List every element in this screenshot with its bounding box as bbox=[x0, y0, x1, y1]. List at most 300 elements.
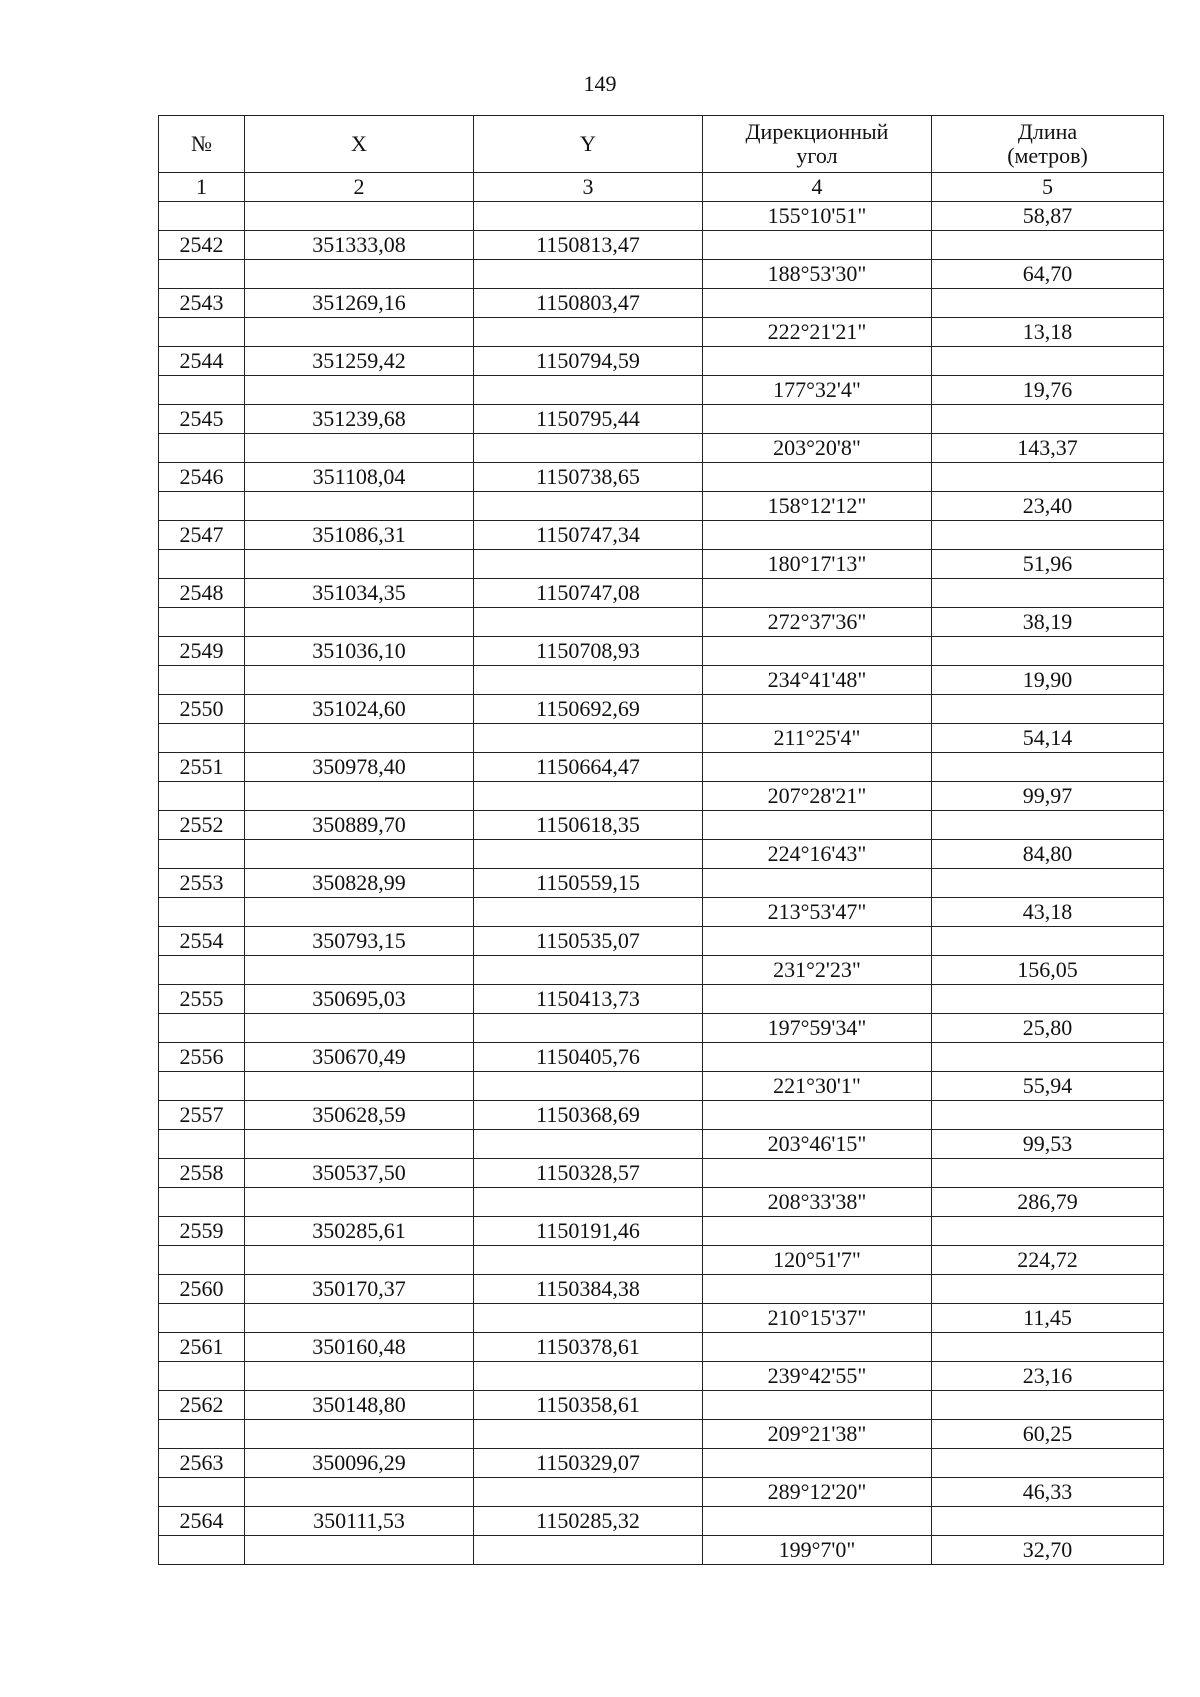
cell-x bbox=[245, 724, 474, 753]
cell-point-number bbox=[159, 1130, 245, 1159]
cell-direction-angle: 224°16'43" bbox=[703, 840, 932, 869]
cell-point-number bbox=[159, 898, 245, 927]
cell-y bbox=[474, 956, 703, 985]
cell-y: 1150794,59 bbox=[474, 347, 703, 376]
table-row bbox=[159, 695, 1164, 724]
cell-point-number: 2554 bbox=[159, 927, 245, 956]
cell-direction-angle bbox=[703, 289, 932, 318]
table-row bbox=[159, 1159, 1164, 1188]
cell-direction-angle bbox=[703, 463, 932, 492]
cell-direction-angle: 289°12'20" bbox=[703, 1478, 932, 1507]
header-y bbox=[474, 116, 703, 173]
cell-direction-angle: 239°42'55" bbox=[703, 1362, 932, 1391]
cell-length: 38,19 bbox=[932, 608, 1164, 637]
cell-point-number bbox=[159, 1014, 245, 1043]
cell-length bbox=[932, 521, 1164, 550]
cell-direction-angle bbox=[703, 1333, 932, 1362]
table-row bbox=[159, 869, 1164, 898]
cell-point-number bbox=[159, 956, 245, 985]
header-row bbox=[159, 116, 1164, 173]
cell-point-number bbox=[159, 608, 245, 637]
table-body bbox=[159, 202, 1164, 1565]
table-row bbox=[159, 608, 1164, 637]
page-number: 149 bbox=[583, 71, 617, 96]
table-row bbox=[159, 550, 1164, 579]
cell-length: 99,53 bbox=[932, 1130, 1164, 1159]
cell-direction-angle: 199°7'0" bbox=[703, 1536, 932, 1565]
cell-direction-angle: 180°17'13" bbox=[703, 550, 932, 579]
cell-x: 351034,35 bbox=[245, 579, 474, 608]
cell-y: 1150378,61 bbox=[474, 1333, 703, 1362]
cell-y bbox=[474, 376, 703, 405]
table-row bbox=[159, 927, 1164, 956]
cell-x bbox=[245, 550, 474, 579]
cell-length bbox=[932, 1159, 1164, 1188]
cell-direction-angle bbox=[703, 811, 932, 840]
cell-y bbox=[474, 782, 703, 811]
cell-x bbox=[245, 840, 474, 869]
cell-length bbox=[932, 1391, 1164, 1420]
cell-direction-angle bbox=[703, 1507, 932, 1536]
cell-point-number: 2553 bbox=[159, 869, 245, 898]
cell-y: 1150405,76 bbox=[474, 1043, 703, 1072]
cell-length: 143,37 bbox=[932, 434, 1164, 463]
cell-y: 1150618,35 bbox=[474, 811, 703, 840]
cell-x bbox=[245, 1362, 474, 1391]
cell-y: 1150664,47 bbox=[474, 753, 703, 782]
cell-x: 351269,16 bbox=[245, 289, 474, 318]
cell-point-number: 2557 bbox=[159, 1101, 245, 1130]
cell-length bbox=[932, 985, 1164, 1014]
cell-point-number: 2551 bbox=[159, 753, 245, 782]
cell-length: 54,14 bbox=[932, 724, 1164, 753]
header-length-line1: Длина bbox=[1017, 119, 1078, 144]
cell-point-number: 2560 bbox=[159, 1275, 245, 1304]
cell-x bbox=[245, 1014, 474, 1043]
cell-direction-angle: 213°53'47" bbox=[703, 898, 932, 927]
cell-x bbox=[245, 318, 474, 347]
cell-y: 1150384,38 bbox=[474, 1275, 703, 1304]
cell-y bbox=[474, 1246, 703, 1275]
header-number bbox=[159, 116, 245, 173]
cell-y bbox=[474, 1420, 703, 1449]
cell-length bbox=[932, 1449, 1164, 1478]
cell-point-number: 2543 bbox=[159, 289, 245, 318]
cell-direction-angle bbox=[703, 1159, 932, 1188]
cell-direction-angle: 203°20'8" bbox=[703, 434, 932, 463]
cell-direction-angle bbox=[703, 927, 932, 956]
cell-point-number: 2550 bbox=[159, 695, 245, 724]
cell-point-number bbox=[159, 550, 245, 579]
cell-x: 351086,31 bbox=[245, 521, 474, 550]
cell-length: 25,80 bbox=[932, 1014, 1164, 1043]
cell-length bbox=[932, 753, 1164, 782]
cell-point-number bbox=[159, 202, 245, 231]
table-row bbox=[159, 1217, 1164, 1246]
cell-length: 11,45 bbox=[932, 1304, 1164, 1333]
column-number: 4 bbox=[703, 173, 932, 202]
cell-y: 1150738,65 bbox=[474, 463, 703, 492]
cell-y: 1150368,69 bbox=[474, 1101, 703, 1130]
cell-direction-angle: 231°2'23" bbox=[703, 956, 932, 985]
cell-length: 156,05 bbox=[932, 956, 1164, 985]
cell-length bbox=[932, 1043, 1164, 1072]
cell-y bbox=[474, 1478, 703, 1507]
cell-x bbox=[245, 782, 474, 811]
header-direction-angle bbox=[703, 116, 932, 173]
cell-y bbox=[474, 1188, 703, 1217]
column-number: 3 bbox=[474, 173, 703, 202]
cell-point-number bbox=[159, 1362, 245, 1391]
table-row bbox=[159, 724, 1164, 753]
cell-y bbox=[474, 1536, 703, 1565]
cell-direction-angle: 222°21'21" bbox=[703, 318, 932, 347]
table-row bbox=[159, 1101, 1164, 1130]
cell-length: 43,18 bbox=[932, 898, 1164, 927]
table-row bbox=[159, 1333, 1164, 1362]
cell-length bbox=[932, 579, 1164, 608]
cell-point-number bbox=[159, 434, 245, 463]
table-row bbox=[159, 811, 1164, 840]
cell-point-number: 2563 bbox=[159, 1449, 245, 1478]
cell-direction-angle bbox=[703, 637, 932, 666]
table-row bbox=[159, 260, 1164, 289]
cell-y: 1150328,57 bbox=[474, 1159, 703, 1188]
table-row bbox=[159, 579, 1164, 608]
cell-x bbox=[245, 1304, 474, 1333]
cell-y: 1150191,46 bbox=[474, 1217, 703, 1246]
cell-length: 19,76 bbox=[932, 376, 1164, 405]
cell-length bbox=[932, 869, 1164, 898]
cell-x: 350111,53 bbox=[245, 1507, 474, 1536]
cell-x bbox=[245, 1478, 474, 1507]
cell-direction-angle: 120°51'7" bbox=[703, 1246, 932, 1275]
table-row bbox=[159, 1362, 1164, 1391]
cell-y bbox=[474, 260, 703, 289]
cell-length: 51,96 bbox=[932, 550, 1164, 579]
cell-point-number bbox=[159, 782, 245, 811]
cell-point-number: 2549 bbox=[159, 637, 245, 666]
table-row bbox=[159, 782, 1164, 811]
cell-x: 350695,03 bbox=[245, 985, 474, 1014]
cell-point-number: 2556 bbox=[159, 1043, 245, 1072]
column-number: 2 bbox=[245, 173, 474, 202]
cell-x: 350160,48 bbox=[245, 1333, 474, 1362]
cell-direction-angle: 197°59'34" bbox=[703, 1014, 932, 1043]
cell-x: 350828,99 bbox=[245, 869, 474, 898]
header-direction-angle-line2: угол bbox=[796, 143, 838, 168]
cell-length: 55,94 bbox=[932, 1072, 1164, 1101]
table-row bbox=[159, 753, 1164, 782]
cell-y bbox=[474, 550, 703, 579]
cell-length bbox=[932, 927, 1164, 956]
cell-point-number bbox=[159, 666, 245, 695]
cell-length bbox=[932, 1507, 1164, 1536]
cell-direction-angle bbox=[703, 405, 932, 434]
cell-x: 351108,04 bbox=[245, 463, 474, 492]
cell-x bbox=[245, 1246, 474, 1275]
table-row bbox=[159, 1275, 1164, 1304]
cell-direction-angle bbox=[703, 695, 932, 724]
cell-point-number bbox=[159, 1246, 245, 1275]
cell-direction-angle bbox=[703, 347, 932, 376]
cell-direction-angle bbox=[703, 753, 932, 782]
cell-length: 46,33 bbox=[932, 1478, 1164, 1507]
header-number-label: № bbox=[191, 131, 212, 156]
cell-x bbox=[245, 1420, 474, 1449]
cell-x: 350628,59 bbox=[245, 1101, 474, 1130]
table-row bbox=[159, 1449, 1164, 1478]
cell-y bbox=[474, 898, 703, 927]
cell-y: 1150795,44 bbox=[474, 405, 703, 434]
cell-x: 351036,10 bbox=[245, 637, 474, 666]
cell-y bbox=[474, 202, 703, 231]
cell-direction-angle bbox=[703, 1449, 932, 1478]
table-row bbox=[159, 637, 1164, 666]
cell-x: 351239,68 bbox=[245, 405, 474, 434]
cell-direction-angle: 234°41'48" bbox=[703, 666, 932, 695]
cell-point-number bbox=[159, 1304, 245, 1333]
cell-point-number bbox=[159, 260, 245, 289]
table-row bbox=[159, 1246, 1164, 1275]
cell-x: 350793,15 bbox=[245, 927, 474, 956]
table-row bbox=[159, 318, 1164, 347]
cell-y bbox=[474, 1304, 703, 1333]
cell-x: 350670,49 bbox=[245, 1043, 474, 1072]
header-y-label: Y bbox=[580, 131, 596, 156]
cell-y: 1150747,34 bbox=[474, 521, 703, 550]
cell-x: 350537,50 bbox=[245, 1159, 474, 1188]
cell-length: 19,90 bbox=[932, 666, 1164, 695]
table-row bbox=[159, 202, 1164, 231]
cell-x bbox=[245, 1130, 474, 1159]
table-row bbox=[159, 463, 1164, 492]
cell-x bbox=[245, 202, 474, 231]
cell-y: 1150535,07 bbox=[474, 927, 703, 956]
table-row bbox=[159, 1072, 1164, 1101]
cell-y bbox=[474, 840, 703, 869]
table-row bbox=[159, 1188, 1164, 1217]
cell-direction-angle bbox=[703, 579, 932, 608]
coordinates-table bbox=[158, 115, 1164, 1565]
cell-point-number: 2559 bbox=[159, 1217, 245, 1246]
cell-length bbox=[932, 347, 1164, 376]
cell-length bbox=[932, 405, 1164, 434]
cell-y bbox=[474, 1130, 703, 1159]
column-number: 1 bbox=[159, 173, 245, 202]
cell-x: 350889,70 bbox=[245, 811, 474, 840]
cell-length bbox=[932, 637, 1164, 666]
cell-direction-angle bbox=[703, 1101, 932, 1130]
cell-point-number: 2562 bbox=[159, 1391, 245, 1420]
cell-x bbox=[245, 260, 474, 289]
cell-point-number: 2548 bbox=[159, 579, 245, 608]
cell-y bbox=[474, 666, 703, 695]
cell-y: 1150559,15 bbox=[474, 869, 703, 898]
column-number: 5 bbox=[932, 173, 1164, 202]
cell-length bbox=[932, 1101, 1164, 1130]
cell-point-number bbox=[159, 724, 245, 753]
cell-y: 1150358,61 bbox=[474, 1391, 703, 1420]
cell-direction-angle: 155°10'51" bbox=[703, 202, 932, 231]
cell-length: 286,79 bbox=[932, 1188, 1164, 1217]
cell-y bbox=[474, 492, 703, 521]
table-row bbox=[159, 1478, 1164, 1507]
cell-length: 32,70 bbox=[932, 1536, 1164, 1565]
cell-point-number: 2542 bbox=[159, 231, 245, 260]
cell-point-number bbox=[159, 1536, 245, 1565]
cell-y: 1150813,47 bbox=[474, 231, 703, 260]
cell-direction-angle: 208°33'38" bbox=[703, 1188, 932, 1217]
table-row bbox=[159, 1507, 1164, 1536]
cell-y bbox=[474, 434, 703, 463]
cell-direction-angle bbox=[703, 985, 932, 1014]
cell-point-number bbox=[159, 318, 245, 347]
cell-length bbox=[932, 231, 1164, 260]
column-number-row bbox=[159, 173, 1164, 202]
cell-length bbox=[932, 1333, 1164, 1362]
cell-x: 350148,80 bbox=[245, 1391, 474, 1420]
header-length bbox=[932, 116, 1164, 173]
cell-x bbox=[245, 1536, 474, 1565]
cell-x: 351259,42 bbox=[245, 347, 474, 376]
cell-x bbox=[245, 608, 474, 637]
cell-y: 1150413,73 bbox=[474, 985, 703, 1014]
cell-point-number: 2547 bbox=[159, 521, 245, 550]
cell-point-number: 2544 bbox=[159, 347, 245, 376]
cell-point-number: 2555 bbox=[159, 985, 245, 1014]
cell-x: 350978,40 bbox=[245, 753, 474, 782]
cell-y: 1150747,08 bbox=[474, 579, 703, 608]
table-row bbox=[159, 985, 1164, 1014]
header-x bbox=[245, 116, 474, 173]
cell-direction-angle: 188°53'30" bbox=[703, 260, 932, 289]
cell-length bbox=[932, 463, 1164, 492]
cell-y bbox=[474, 724, 703, 753]
header-x-label: X bbox=[351, 131, 367, 156]
cell-x: 350285,61 bbox=[245, 1217, 474, 1246]
cell-direction-angle: 207°28'21" bbox=[703, 782, 932, 811]
table-row bbox=[159, 1043, 1164, 1072]
cell-x: 351333,08 bbox=[245, 231, 474, 260]
cell-y: 1150708,93 bbox=[474, 637, 703, 666]
cell-x bbox=[245, 898, 474, 927]
cell-y bbox=[474, 1362, 703, 1391]
cell-direction-angle bbox=[703, 1217, 932, 1246]
cell-point-number: 2564 bbox=[159, 1507, 245, 1536]
cell-length: 224,72 bbox=[932, 1246, 1164, 1275]
cell-length: 84,80 bbox=[932, 840, 1164, 869]
cell-point-number bbox=[159, 1420, 245, 1449]
table-row bbox=[159, 1304, 1164, 1333]
table-row bbox=[159, 231, 1164, 260]
cell-y: 1150329,07 bbox=[474, 1449, 703, 1478]
cell-point-number: 2546 bbox=[159, 463, 245, 492]
table-row bbox=[159, 1391, 1164, 1420]
cell-direction-angle: 158°12'12" bbox=[703, 492, 932, 521]
cell-point-number bbox=[159, 1478, 245, 1507]
cell-length: 64,70 bbox=[932, 260, 1164, 289]
cell-direction-angle bbox=[703, 231, 932, 260]
cell-x bbox=[245, 492, 474, 521]
cell-y: 1150803,47 bbox=[474, 289, 703, 318]
cell-point-number bbox=[159, 1072, 245, 1101]
cell-point-number bbox=[159, 840, 245, 869]
table-row bbox=[159, 840, 1164, 869]
cell-length: 99,97 bbox=[932, 782, 1164, 811]
cell-y: 1150692,69 bbox=[474, 695, 703, 724]
cell-point-number bbox=[159, 376, 245, 405]
cell-point-number: 2552 bbox=[159, 811, 245, 840]
cell-x: 351024,60 bbox=[245, 695, 474, 724]
cell-y bbox=[474, 608, 703, 637]
cell-direction-angle: 211°25'4" bbox=[703, 724, 932, 753]
cell-x bbox=[245, 434, 474, 463]
table-row bbox=[159, 1536, 1164, 1565]
table-row bbox=[159, 405, 1164, 434]
cell-point-number: 2558 bbox=[159, 1159, 245, 1188]
cell-direction-angle: 272°37'36" bbox=[703, 608, 932, 637]
table-row bbox=[159, 1014, 1164, 1043]
header-direction-angle-line1: Дирекционный bbox=[745, 119, 889, 144]
cell-direction-angle bbox=[703, 1391, 932, 1420]
cell-y: 1150285,32 bbox=[474, 1507, 703, 1536]
cell-x bbox=[245, 956, 474, 985]
cell-direction-angle bbox=[703, 869, 932, 898]
cell-x bbox=[245, 666, 474, 695]
table-row bbox=[159, 521, 1164, 550]
cell-length bbox=[932, 811, 1164, 840]
cell-direction-angle: 177°32'4" bbox=[703, 376, 932, 405]
cell-direction-angle: 210°15'37" bbox=[703, 1304, 932, 1333]
cell-x: 350170,37 bbox=[245, 1275, 474, 1304]
table-row bbox=[159, 666, 1164, 695]
table-row bbox=[159, 347, 1164, 376]
table-row bbox=[159, 1130, 1164, 1159]
cell-direction-angle bbox=[703, 521, 932, 550]
cell-y bbox=[474, 1014, 703, 1043]
header-length-line2: (метров) bbox=[1007, 143, 1088, 168]
cell-length bbox=[932, 1217, 1164, 1246]
table-row bbox=[159, 434, 1164, 463]
cell-length: 60,25 bbox=[932, 1420, 1164, 1449]
cell-direction-angle bbox=[703, 1275, 932, 1304]
cell-direction-angle: 209°21'38" bbox=[703, 1420, 932, 1449]
cell-direction-angle bbox=[703, 1043, 932, 1072]
table-row bbox=[159, 898, 1164, 927]
table-row bbox=[159, 289, 1164, 318]
cell-point-number: 2561 bbox=[159, 1333, 245, 1362]
cell-direction-angle: 221°30'1" bbox=[703, 1072, 932, 1101]
cell-length: 13,18 bbox=[932, 318, 1164, 347]
table-row bbox=[159, 376, 1164, 405]
cell-length bbox=[932, 1275, 1164, 1304]
cell-x bbox=[245, 376, 474, 405]
table-row bbox=[159, 956, 1164, 985]
cell-x bbox=[245, 1072, 474, 1101]
cell-length: 58,87 bbox=[932, 202, 1164, 231]
cell-length bbox=[932, 695, 1164, 724]
cell-y bbox=[474, 318, 703, 347]
table-row bbox=[159, 1420, 1164, 1449]
cell-length bbox=[932, 289, 1164, 318]
cell-point-number: 2545 bbox=[159, 405, 245, 434]
cell-length: 23,16 bbox=[932, 1362, 1164, 1391]
cell-point-number bbox=[159, 1188, 245, 1217]
cell-x: 350096,29 bbox=[245, 1449, 474, 1478]
cell-x bbox=[245, 1188, 474, 1217]
cell-point-number bbox=[159, 492, 245, 521]
